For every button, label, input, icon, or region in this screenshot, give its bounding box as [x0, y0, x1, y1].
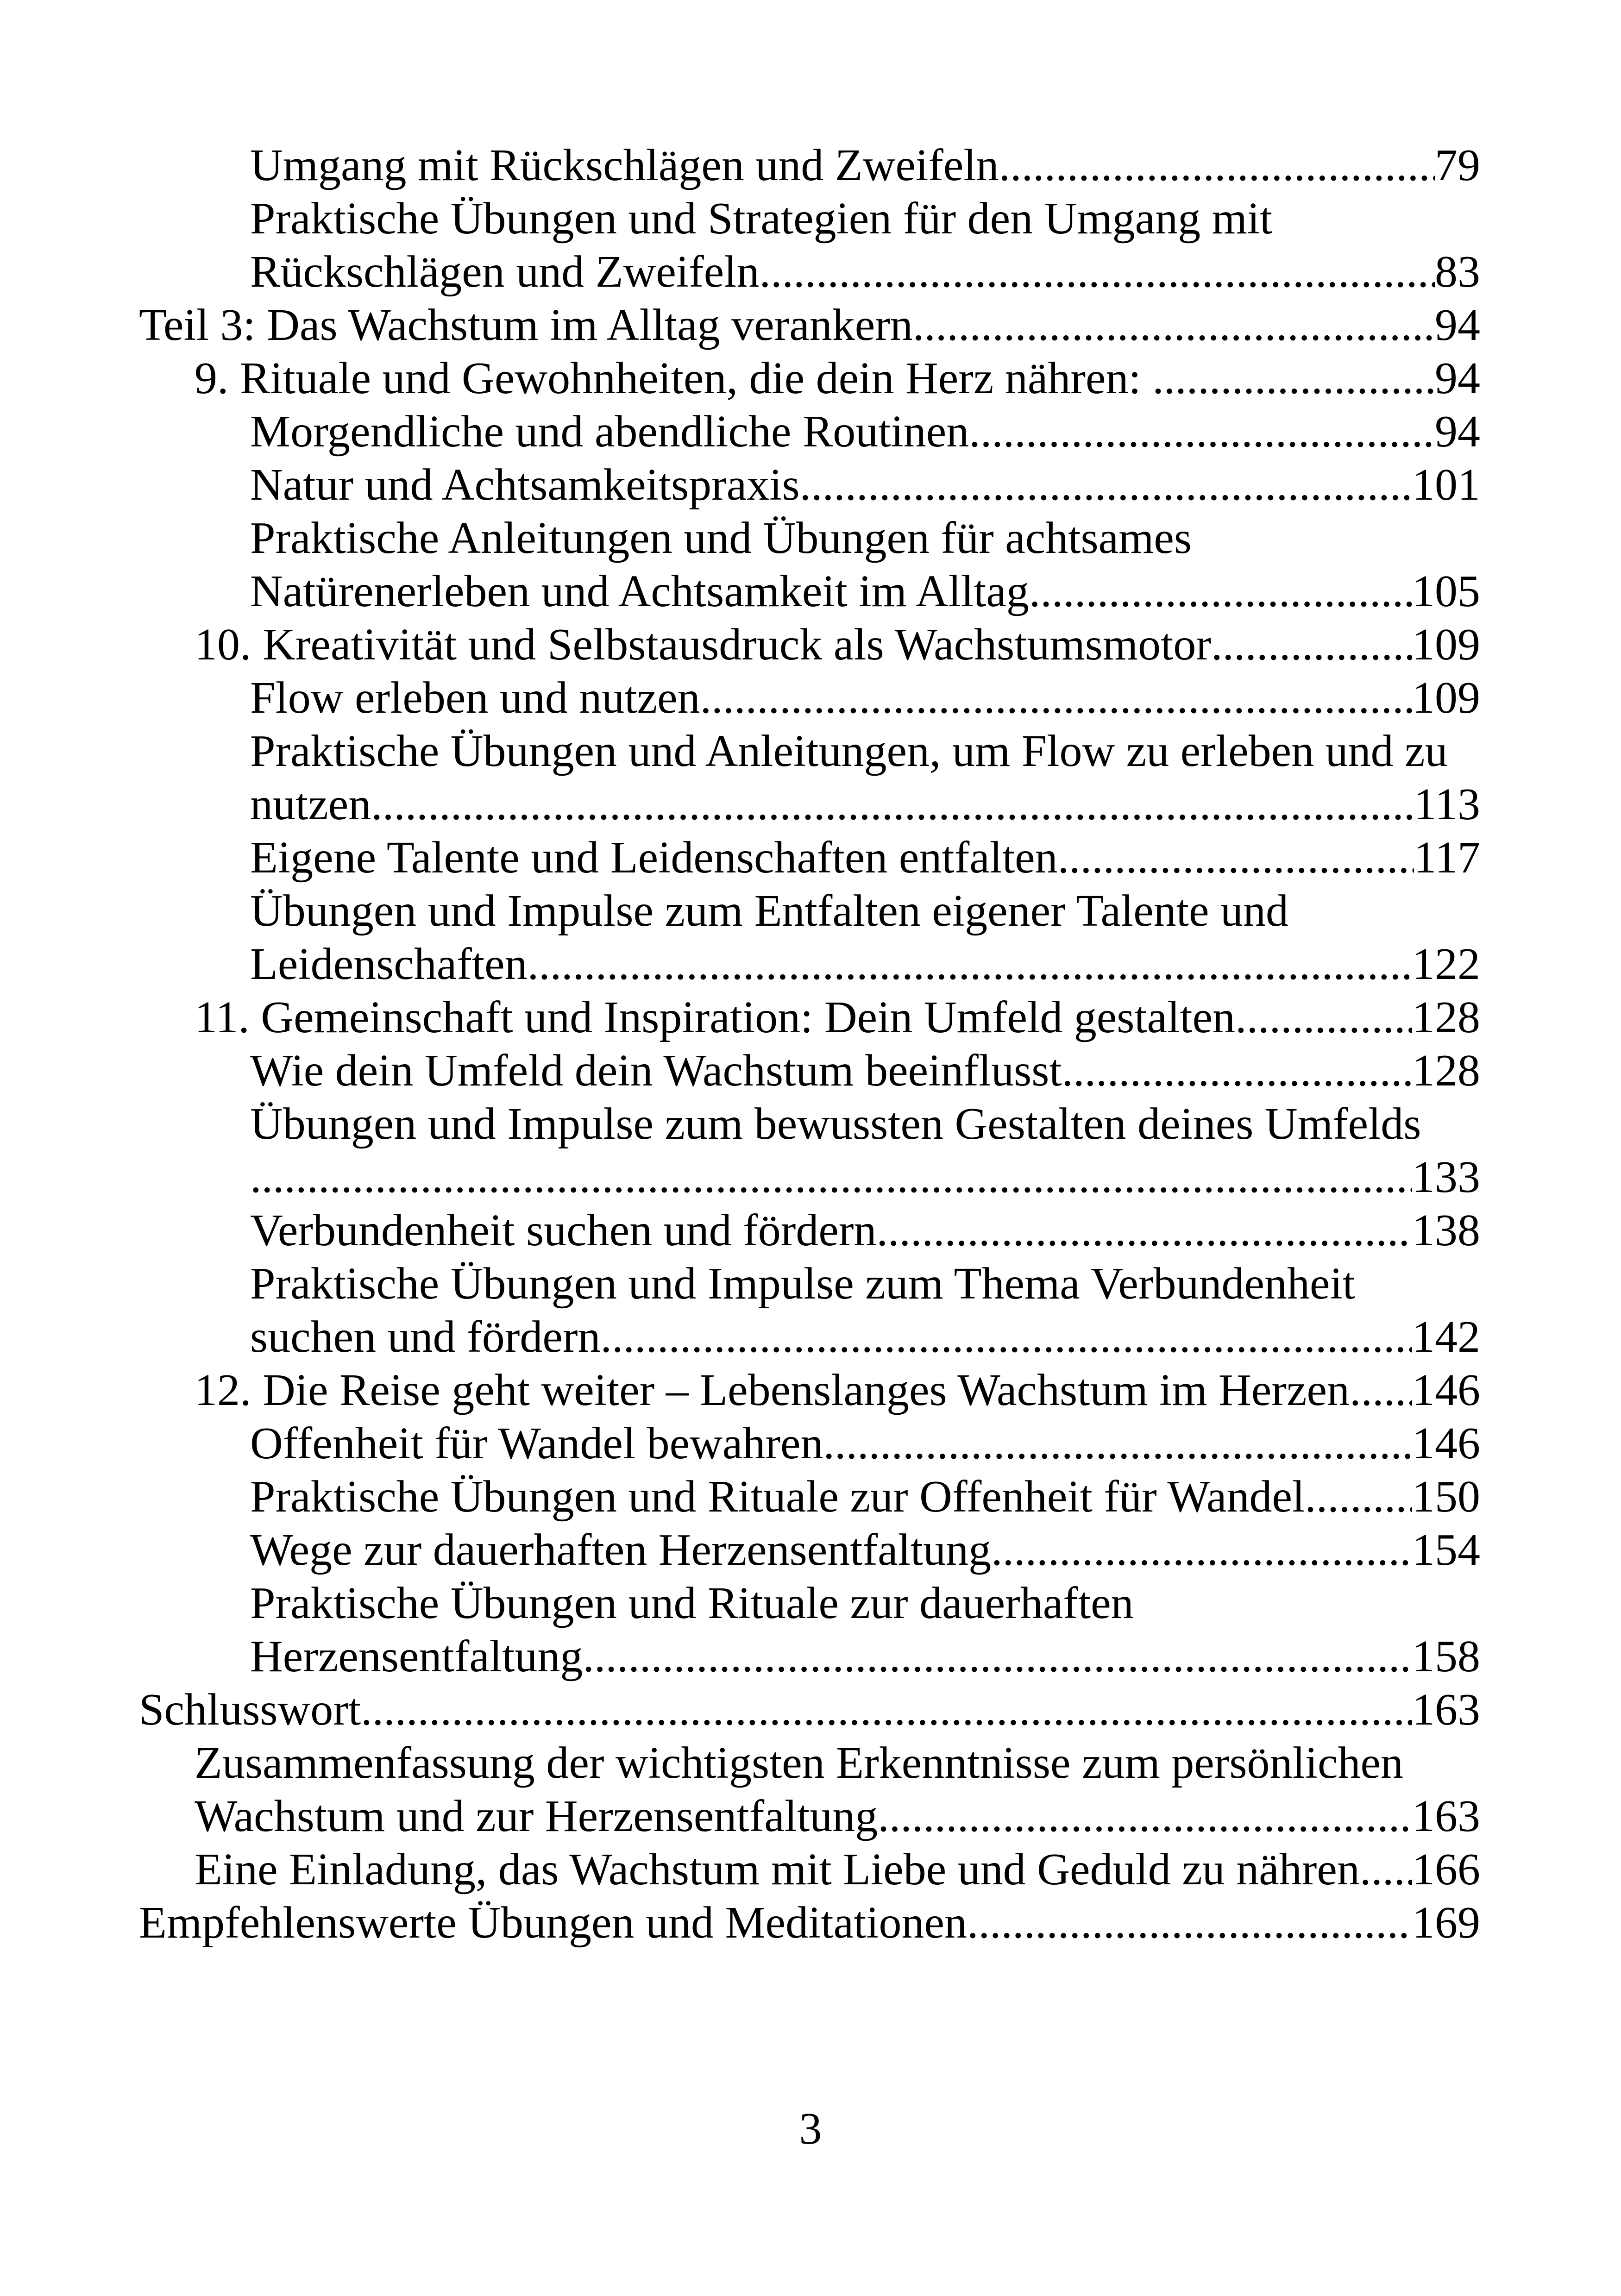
toc-line: [250, 245, 1480, 299]
toc-line: [195, 352, 1480, 405]
toc-entry-title: Natürenerleben und Achtsamkeit im Alltag: [250, 566, 1029, 616]
toc-entry-title: Morgendliche und abendliche Routinen: [250, 407, 969, 457]
toc-line: [250, 1630, 1480, 1683]
toc-line: [250, 1524, 1480, 1577]
toc-entry-title: Schlusswort: [139, 1685, 361, 1735]
toc-line: [250, 405, 1480, 458]
toc-leader-dots: [1350, 1364, 1412, 1417]
toc-page-number: 105: [1412, 566, 1480, 616]
toc-leader-dots: [1305, 1470, 1412, 1524]
toc-line: [250, 1417, 1480, 1470]
toc-page-number: 94: [1435, 353, 1480, 403]
toc-entry-title-line: Praktische Übungen und Rituale zur dauerhaften: [250, 1578, 1134, 1628]
toc-entry: [139, 1577, 1480, 1683]
toc-entry-title-line: Zusammenfassung der wichtigsten Erkenntnisse zum persönlichen: [195, 1738, 1403, 1788]
toc-entry-title: Flow erleben und nutzen: [250, 673, 700, 723]
toc-leader-dots: [1211, 618, 1412, 671]
toc-page-number: 163: [1412, 1685, 1480, 1735]
toc-entry: [139, 1364, 1480, 1417]
toc-entry-title-line: Praktische Übungen und Impulse zum Thema Verbundenheit: [250, 1259, 1355, 1309]
toc-leader-dots: [371, 778, 1414, 831]
toc-page-number: 79: [1435, 140, 1480, 190]
toc-leader-dots: [878, 1790, 1412, 1843]
toc-page-number: 113: [1414, 779, 1480, 829]
toc-line: [250, 778, 1480, 831]
toc-page-number: 163: [1412, 1791, 1480, 1841]
toc-page-number: 146: [1412, 1365, 1480, 1415]
toc-page-number: 158: [1412, 1631, 1480, 1681]
toc-entry-title-line: Übungen und Impulse zum Entfalten eigener Talente und: [250, 886, 1288, 936]
toc-page-number: 94: [1435, 407, 1480, 457]
toc-line: [250, 565, 1480, 618]
toc-line: [250, 1044, 1480, 1098]
page-number: 3: [799, 2104, 822, 2154]
toc-entry-title: Praktische Übungen und Rituale zur Offenheit für Wandel: [250, 1472, 1305, 1522]
toc-entry: [139, 1524, 1480, 1577]
toc-line: [250, 1311, 1480, 1364]
toc-leader-dots: [967, 1896, 1412, 1950]
toc-entry-title-line: Übungen und Impulse zum bewussten Gestalten deines Umfelds: [250, 1099, 1421, 1149]
toc-line: [195, 991, 1480, 1044]
toc-page-number: 142: [1412, 1312, 1480, 1362]
toc-leader-dots: [1058, 831, 1414, 885]
toc-entry: [139, 1896, 1480, 1950]
toc-leader-dots: [1029, 565, 1412, 618]
toc-entry: [139, 458, 1480, 512]
toc-leader-dots: [877, 1204, 1412, 1257]
toc-page-number: 150: [1412, 1472, 1480, 1522]
toc-entry-title: Natur und Achtsamkeitspraxis: [250, 460, 800, 510]
toc-entry: [139, 1737, 1480, 1843]
toc-leader-dots: [913, 299, 1435, 352]
toc-entry-title-line: Praktische Übungen und Strategien für den Umgang mit: [250, 194, 1273, 244]
toc-entry-title: 10. Kreativität und Selbstausdruck als Wachstumsmotor: [195, 620, 1211, 670]
toc-entry-title-line: Praktische Übungen und Anleitungen, um Flow zu erleben und zu: [250, 726, 1448, 776]
toc-leader-dots: [1235, 991, 1412, 1044]
toc-entry: [139, 1044, 1480, 1098]
toc-line: [250, 1204, 1480, 1257]
toc-page-number: 94: [1435, 300, 1480, 350]
toc-entry-title: Eine Einladung, das Wachstum mit Liebe und Geduld zu nähren.: [195, 1844, 1371, 1895]
toc-line: [195, 1843, 1480, 1896]
toc-line: [195, 618, 1480, 671]
toc-line: [195, 1364, 1480, 1417]
toc-entry-title: Verbundenheit suchen und fördern: [250, 1205, 877, 1255]
table-of-contents: [139, 139, 1480, 1950]
toc-page-number: 122: [1412, 939, 1480, 989]
toc-entry-title-line: Praktische Anleitungen und Übungen für achtsames: [250, 513, 1192, 563]
toc-leader-dots: [1371, 1843, 1412, 1896]
toc-entry-title: Eigene Talente und Leidenschaften entfalten: [250, 833, 1058, 883]
toc-line: [250, 458, 1480, 512]
toc-page-number: 138: [1412, 1205, 1480, 1255]
toc-entry: [139, 1470, 1480, 1524]
toc-page-number: 154: [1412, 1525, 1480, 1575]
toc-entry: [139, 991, 1480, 1044]
toc-entry-title: Teil 3: Das Wachstum im Alltag verankern: [139, 300, 913, 350]
toc-line: [250, 1470, 1480, 1524]
toc-leader-dots: [700, 671, 1412, 725]
toc-line: [139, 1683, 1480, 1737]
toc-entry-title: 11. Gemeinschaft und Inspiration: Dein Umfeld gestalten: [195, 992, 1236, 1042]
toc-line: [250, 139, 1480, 192]
toc-page-number: 146: [1412, 1418, 1480, 1468]
toc-entry: [139, 1257, 1480, 1364]
toc-entry-title: Rückschlägen und Zweifeln: [250, 247, 760, 297]
toc-entry-title: Offenheit für Wandel bewahren: [250, 1418, 823, 1468]
toc-page-number: 128: [1412, 1046, 1480, 1096]
toc-entry: [139, 831, 1480, 885]
toc-leader-dots: [1062, 1044, 1412, 1098]
toc-line: [195, 1790, 1480, 1843]
toc-page-number: 117: [1414, 833, 1480, 883]
toc-entry-title: Leidenschaften: [250, 939, 528, 989]
toc-leader-dots: [969, 405, 1435, 458]
toc-leader-dots: [800, 458, 1412, 512]
toc-entry: [139, 139, 1480, 192]
toc-entry-title: Empfehlenswerte Übungen und Meditationen: [139, 1898, 968, 1948]
toc-line: [250, 938, 1480, 991]
toc-leader-dots: [583, 1630, 1412, 1683]
toc-entry: [139, 1683, 1480, 1737]
toc-leader-dots: [601, 1311, 1412, 1364]
toc-entry: [139, 671, 1480, 725]
toc-leader-dots: [361, 1683, 1412, 1737]
toc-entry: [139, 1204, 1480, 1257]
toc-entry: [139, 192, 1480, 299]
toc-entry: [139, 1417, 1480, 1470]
toc-page-number: 133: [1412, 1152, 1480, 1202]
toc-entry: [139, 405, 1480, 458]
toc-page-number: 109: [1412, 620, 1480, 670]
toc-entry-title: 12. Die Reise geht weiter – Lebenslanges Wachstum im Herzen: [195, 1365, 1350, 1415]
toc-entry-title: 9. Rituale und Gewohnheiten, die dein Herz nähren:: [195, 353, 1153, 403]
toc-entry-title: nutzen: [250, 779, 371, 829]
toc-entry-title: suchen und fördern: [250, 1312, 601, 1362]
toc-entry: [139, 725, 1480, 831]
toc-entry: [139, 1843, 1480, 1896]
toc-entry: [139, 885, 1480, 991]
toc-entry: [139, 1098, 1480, 1204]
toc-leader-dots: [759, 245, 1435, 299]
toc-page-number: 83: [1435, 247, 1480, 297]
toc-line: [250, 1151, 1480, 1204]
toc-leader-dots: [1152, 352, 1435, 405]
toc-page-number: 101: [1412, 460, 1480, 510]
toc-leader-dots: [823, 1417, 1413, 1470]
toc-leader-dots: [999, 139, 1435, 192]
toc-line: [139, 299, 1480, 352]
toc-entry-title: Wachstum und zur Herzensentfaltung: [195, 1791, 878, 1841]
toc-leader-dots: [528, 938, 1412, 991]
toc-page-number: 128: [1412, 992, 1480, 1042]
toc-leader-dots: [991, 1524, 1412, 1577]
toc-entry-title: Wie dein Umfeld dein Wachstum beeinflusst: [250, 1046, 1062, 1096]
toc-page-number: 109: [1412, 673, 1480, 723]
toc-entry: [139, 618, 1480, 671]
toc-page-number: 166: [1412, 1844, 1480, 1895]
toc-page-number: 169: [1412, 1898, 1480, 1948]
toc-line: [250, 831, 1480, 885]
toc-line: [139, 1896, 1480, 1950]
toc-entry: [139, 512, 1480, 618]
toc-entry-title: Wege zur dauerhaften Herzensentfaltung: [250, 1525, 992, 1575]
toc-entry: [139, 299, 1480, 352]
toc-leader-dots: [250, 1151, 1412, 1204]
toc-entry-title: Umgang mit Rückschlägen und Zweifeln: [250, 140, 999, 190]
toc-entry-title: Herzensentfaltung: [250, 1631, 583, 1681]
toc-entry: [139, 352, 1480, 405]
toc-line: [250, 671, 1480, 725]
